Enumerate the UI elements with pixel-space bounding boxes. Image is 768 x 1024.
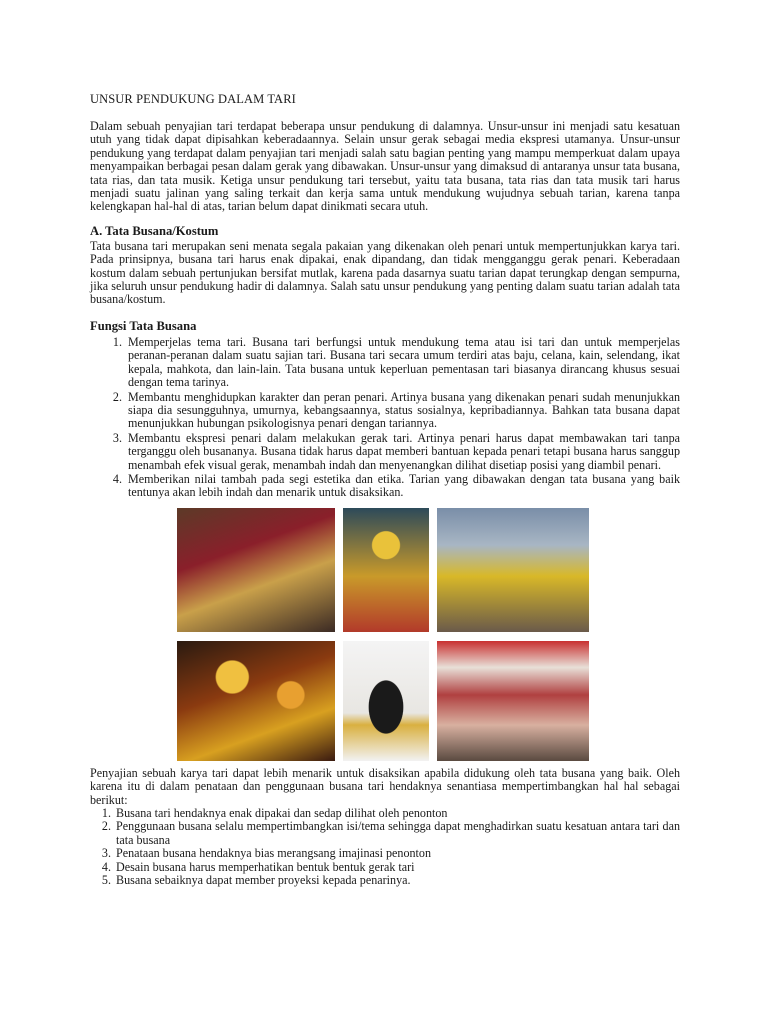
list-item: 1. Busana tari hendaknya enak dipakai dan sedap dilihat oleh penonton bbox=[114, 807, 680, 820]
closing-section bbox=[90, 767, 680, 888]
page-title: UNSUR PENDUKUNG DALAM TARI bbox=[90, 92, 296, 106]
section-a-paragraph: Tata busana tari merupakan seni menata segala pakaian yang dikenakan oleh penari untuk mempertunjukkan karya tari. Pada prinsipnya, busana tari harus enak dipakai, enak dipandang, dan tidak mengganggu gerak penari. Keberadaan kostum dalam sebuah pertunjukan bersifat mutlak, karena pada dasarnya suatu tarian dapat terungkap dengan sempurna, jika seluruh unsur pendukung hadir di dalamnya. Salah satu unsur pendukung yang penting dalam suatu tarian adalah tata busana/kostum. bbox=[90, 238, 680, 307]
intro-paragraph: Dalam sebuah penyajian tari terdapat beberapa unsur pendukung di dalamnya. Unsur-unsur ini menjadi satu kesatuan utuh yang tidak dapat dipisahkan keberadaannya. Selain unsur gerak sebagai media ekspresi utamanya. Unsur-unsur pendukung yang terdapat dalam penyajian tari menjadi salah satu bagian penting yang mampu memperkuat dalam upaya menyampaikan berbagai pesan dalam gerak yang dibawakan. Unsur-unsur yang dimaksud di antaranya unsur tata busana, tata rias, dan tata musik. Ketiga unsur pendukung tari tersebut, yaitu tata busana, tata rias dan tata musik tari harus menjadi suatu jalinan yang saling terkait dan kerja sama untuk mendukung wujudnya sebuah tarian, karena tanpa kelengkapan hal-hal di atas, tarian belum dapat dinikmati secara utuh. bbox=[90, 119, 680, 214]
fungsi-heading: Fungsi Tata Busana bbox=[90, 318, 197, 333]
list-item: 2. Membantu menghidupkan karakter dan peran penari. Artinya busana yang dikenakan penari sudah menunjukkan siapa dia sesungguhnya, umurnya, kebangsaannya, status sosialnya, kepribadiannya. Bahkan tata busana dapat menunjukkan hubungan psikologisnya penari dengan tariannya. bbox=[125, 391, 680, 431]
list-item: 4. Memberikan nilai tambah pada segi estetika dan etika. Tarian yang dibawakan dengan tata busana yang baik tentunya akan lebih indah dan menarik untuk disaksikan. bbox=[125, 473, 680, 500]
photo-group-dance-yellow bbox=[437, 508, 589, 632]
list-item: 5. Busana sebaiknya dapat member proyeksi kepada penarinya. bbox=[114, 874, 680, 887]
photo-headdress-crown bbox=[343, 641, 429, 761]
list-item: 1. Memperjelas tema tari. Busana tari berfungsi untuk mendukung tema atau isi tari dan untuk memperjelas peranan-peranan dalam suatu sajian tari. Busana tari secara umum terdiri atas baju, celana, kain, selendang, ikat kepala, mahkota, dan lain-lain. Tata busana untuk keperluan pementasan tari biasanya dirancang khusus sesuai dengan tema tarinya. bbox=[125, 336, 680, 390]
photo-stage-dancers bbox=[437, 641, 589, 761]
document-content bbox=[90, 92, 680, 887]
list-item: 2. Penggunaan busana selalu mempertimbangkan isi/tema sehingga dapat menghadirkan suatu kesatuan antara tari dan tata busana bbox=[114, 820, 680, 847]
list-item: 3. Membantu ekspresi penari dalam melakukan gerak tari. Artinya penari harus dapat membawakan tari tanpa terganggu oleh busananya. Busana tidak harus dapat memberi bantuan kepada penari tetapi busana harus sanggup menambah efek visual gerak, menambah indah dan menyenangkan dilihat disetiap posisi yang diambil penari. bbox=[125, 432, 680, 472]
costume-photo-grid bbox=[177, 508, 680, 761]
photo-dancer-portrait bbox=[343, 508, 429, 632]
considerations-list bbox=[90, 807, 680, 887]
photo-costume-fabrics bbox=[177, 508, 335, 632]
section-a-heading: A. Tata Busana/Kostum bbox=[90, 223, 219, 238]
list-item: 3. Penataan busana hendaknya bias merangsang imajinasi penonton bbox=[114, 847, 680, 860]
closing-paragraph: Penyajian sebuah karya tari dapat lebih menarik untuk disaksikan apabila didukung oleh tata busana yang baik. Oleh karena itu di dalam penataan dan penggunaan busana tari hendaknya senantiasa mempertimbangkan hal hal sebagai berikut: bbox=[90, 765, 680, 807]
photo-balinese-dancers bbox=[177, 641, 335, 761]
list-item: 4. Desain busana harus memperhatikan bentuk bentuk gerak tari bbox=[114, 861, 680, 874]
fungsi-list bbox=[90, 336, 680, 500]
